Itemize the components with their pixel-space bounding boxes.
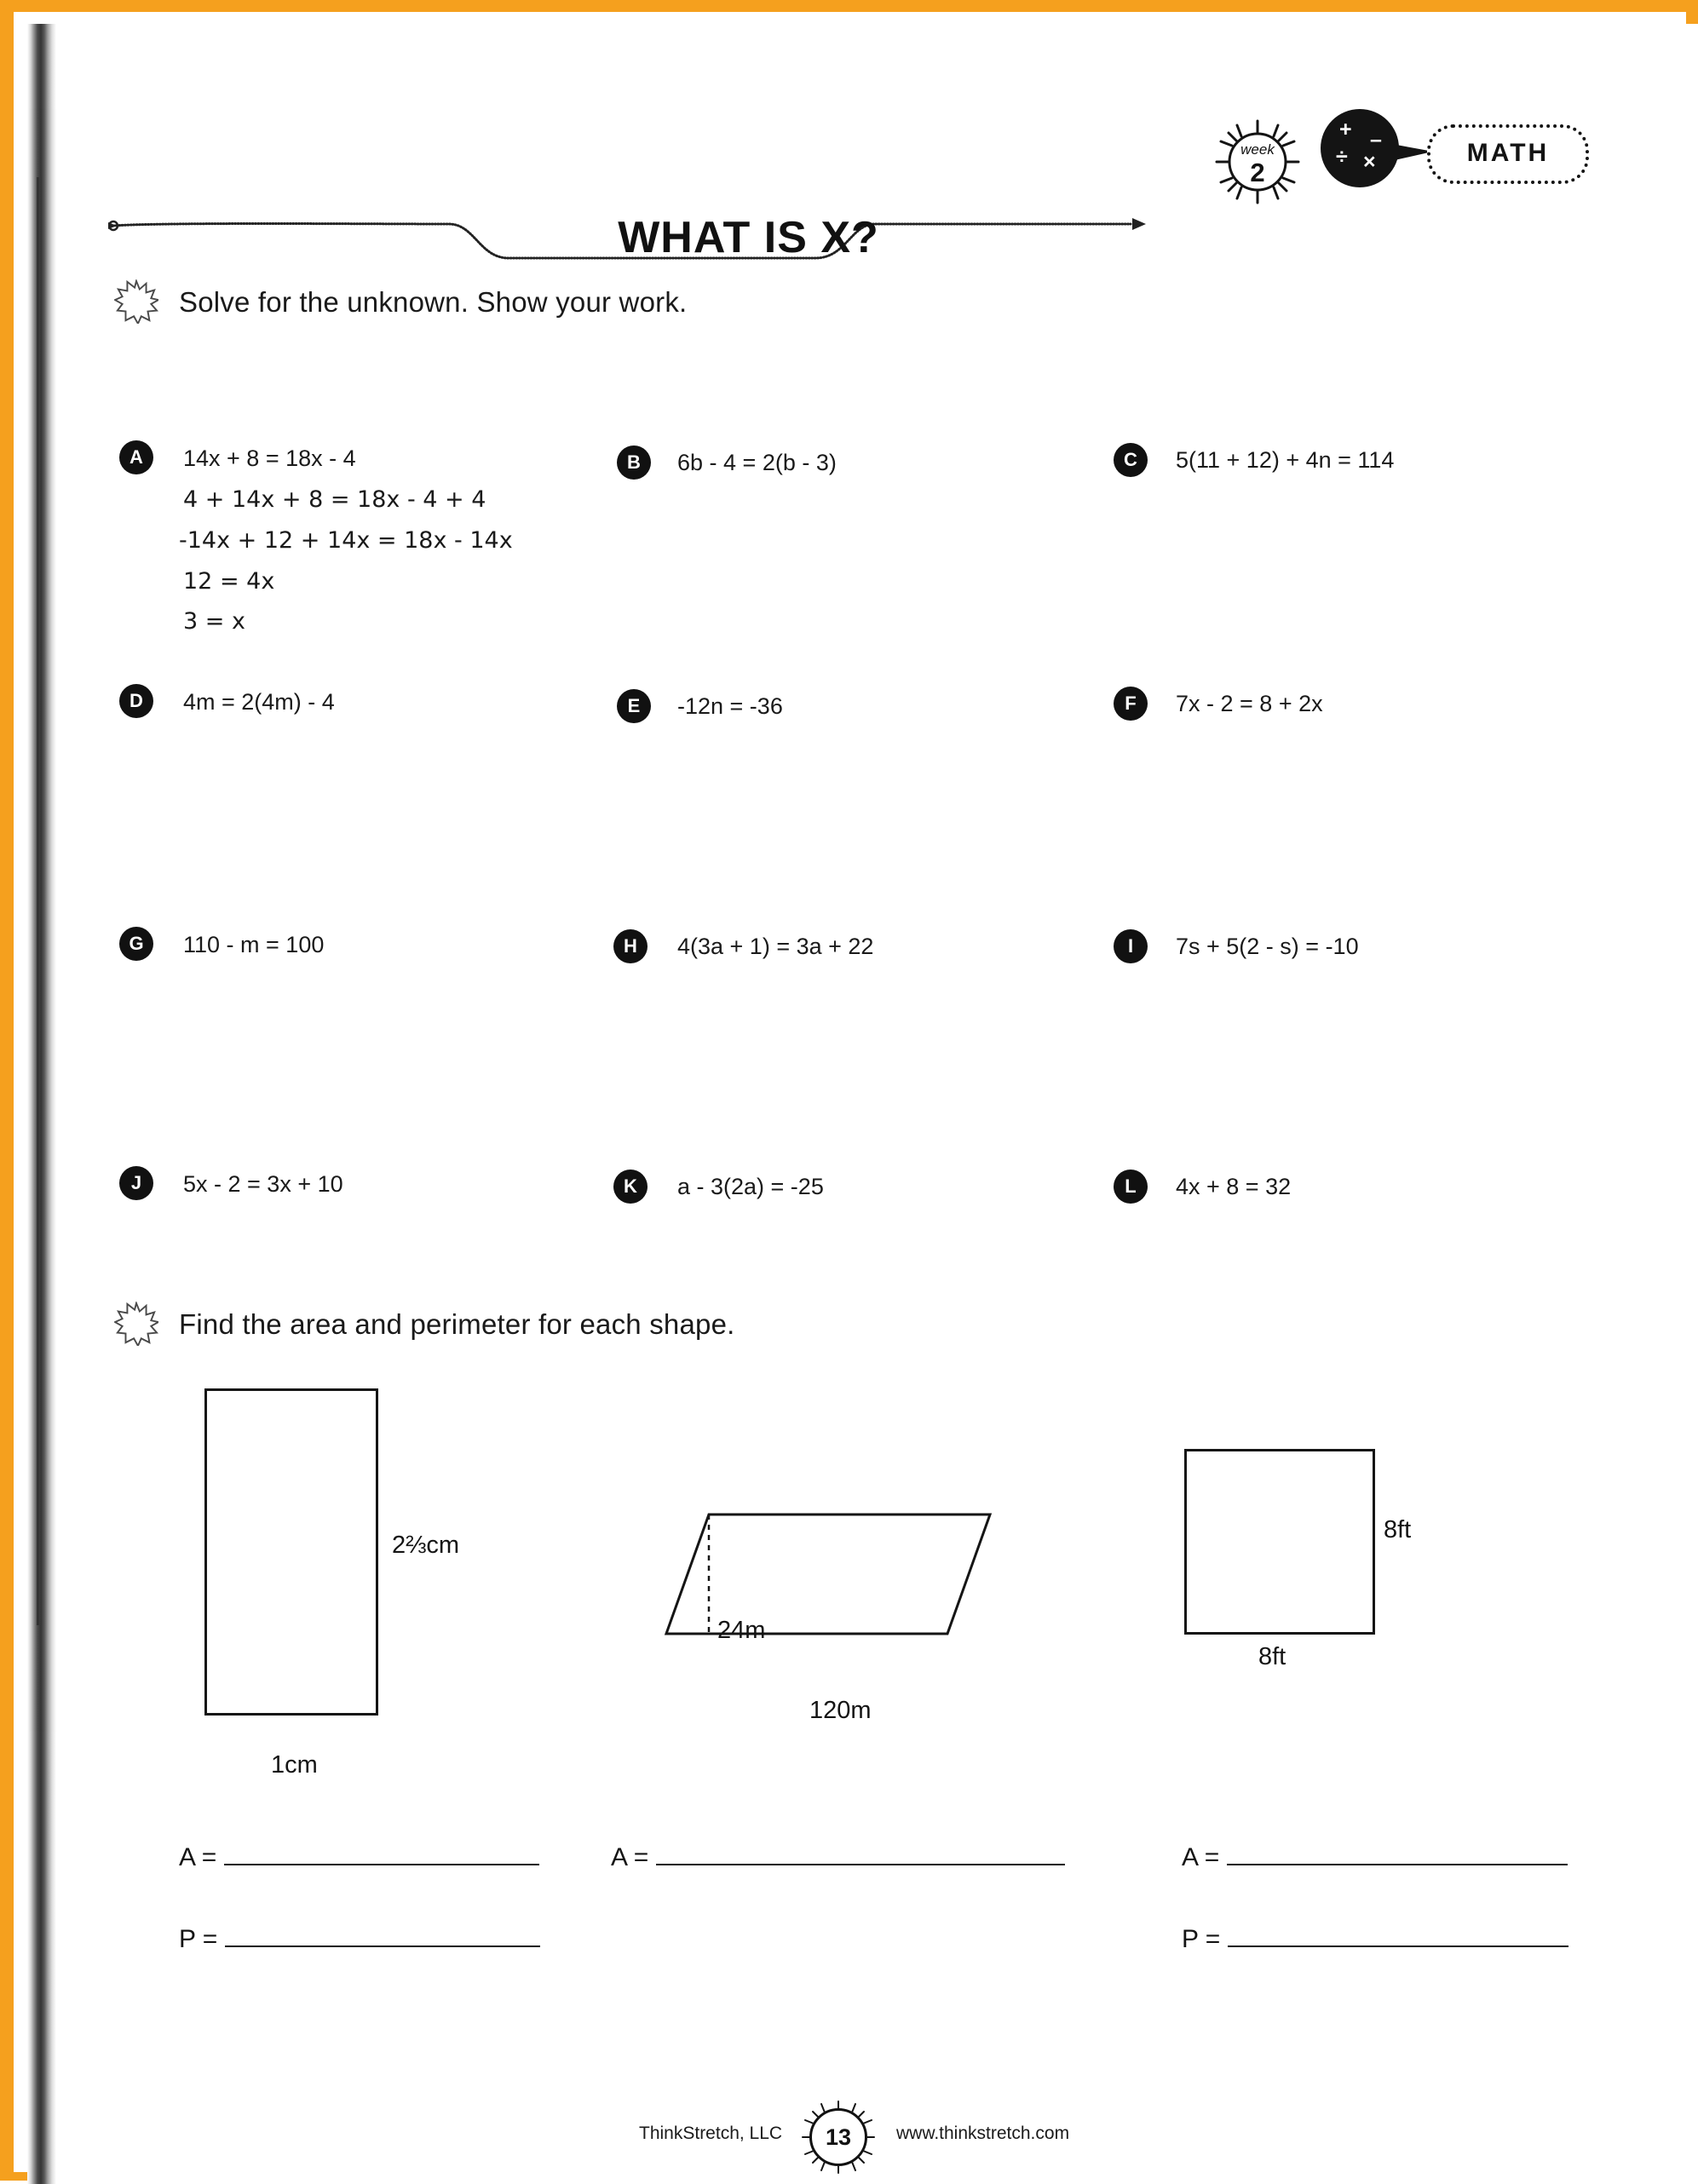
problem-bullet-l: L [1114,1170,1148,1204]
scan-gutter-shadow [27,24,56,2184]
square-area-blank[interactable] [1182,1843,1568,1872]
section-bullet-starburst-icon [114,279,158,324]
page-title-text: WHAT IS X? [618,213,879,262]
rectangle-perimeter-blank[interactable] [179,1925,540,1954]
problem-bullet-a: A [119,440,153,474]
problem-bullet-b: B [617,445,651,480]
times-icon: × [1363,150,1376,174]
footer-publisher: ThinkStretch, LLC [639,2124,783,2143]
problem-bullet-g: G [119,927,153,961]
rectangle-area-label: A = [179,1843,217,1871]
problem-g: 110 - m = 100 [183,932,325,957]
week-label: week [1240,141,1275,158]
parallelogram-base-label: 120m [809,1697,872,1724]
problem-bullet-i: I [1114,929,1148,963]
problem-j: 5x - 2 = 3x + 10 [183,1171,343,1197]
square-perimeter-input[interactable] [1228,1927,1568,1947]
rectangle-perimeter-input[interactable] [225,1927,540,1947]
problem-bullet-j: J [119,1166,153,1200]
rectangle-width-label: 1cm [271,1751,318,1779]
parallelogram-area-input[interactable] [656,1845,1065,1865]
square-right-side-label: 8ft [1384,1516,1412,1543]
problem-i: 7s + 5(2 - s) = -10 [1176,934,1359,959]
parallelogram-area-label: A = [611,1843,649,1871]
problem-d: 4m = 2(4m) - 4 [183,689,335,715]
shape-rectangle [204,1388,378,1716]
problem-a: 14x + 8 = 18x - 4 [183,445,356,471]
square-bottom-side-label: 8ft [1258,1643,1286,1670]
problem-f: 7x - 2 = 8 + 2x [1176,691,1323,716]
square-perimeter-blank[interactable] [1182,1925,1568,1954]
worksheet-page [27,24,1698,2184]
problem-bullet-d: D [119,684,153,718]
parallelogram-height-label: 24m [717,1617,766,1644]
problem-c: 5(11 + 12) + 4n = 114 [1176,447,1395,473]
problem-b: 6b - 4 = 2(b - 3) [677,450,837,475]
divide-icon: ÷ [1336,145,1348,169]
problem-l: 4x + 8 = 32 [1176,1174,1292,1199]
parallelogram-area-blank[interactable] [611,1843,1065,1872]
square-area-label: A = [1182,1843,1220,1871]
section-2-bullet-starburst-icon [114,1302,158,1346]
problem-bullet-c: C [1114,443,1148,477]
shape-square [1184,1449,1375,1635]
plus-icon: + [1339,118,1352,141]
problem-bullet-e: E [617,689,651,723]
shape-parallelogram [615,1506,999,1642]
handwritten-work-line-4: 3 = x [183,608,245,635]
handwritten-work-line-1: 4 + 14x + 8 = 18x - 4 + 4 [183,486,486,513]
handwritten-work-line-3: 12 = 4x [183,568,275,595]
page-number-badge [809,2108,867,2166]
square-area-input[interactable] [1227,1845,1568,1865]
subject-badge-label: MATH [1466,139,1550,167]
problem-bullet-f: F [1114,687,1148,721]
problem-k: a - 3(2a) = -25 [677,1174,824,1199]
rectangle-area-blank[interactable] [179,1843,539,1872]
week-badge [1212,116,1304,208]
rectangle-area-input[interactable] [224,1845,539,1865]
rectangle-height-label: 2⅔cm [392,1532,459,1559]
page-title [27,212,1698,263]
page-number: 13 [825,2124,852,2150]
footer-website: www.thinkstretch.com [896,2124,1070,2143]
square-perimeter-label: P = [1182,1925,1221,1953]
week-number: 2 [1250,158,1265,187]
problem-bullet-h: H [613,929,648,963]
minus-icon: – [1370,128,1382,152]
problem-e: -12n = -36 [677,693,783,719]
section-1-instruction: Solve for the unknown. Show your work. [179,286,688,318]
problem-h: 4(3a + 1) = 3a + 22 [677,934,874,959]
section-2-instruction: Find the area and perimeter for each shape. [179,1308,735,1340]
handwritten-work-line-2: -14x + 12 + 14x = 18x - 14x [179,527,513,554]
subject-badge [1427,124,1589,184]
rectangle-perimeter-label: P = [179,1925,218,1953]
problem-bullet-k: K [613,1170,648,1204]
